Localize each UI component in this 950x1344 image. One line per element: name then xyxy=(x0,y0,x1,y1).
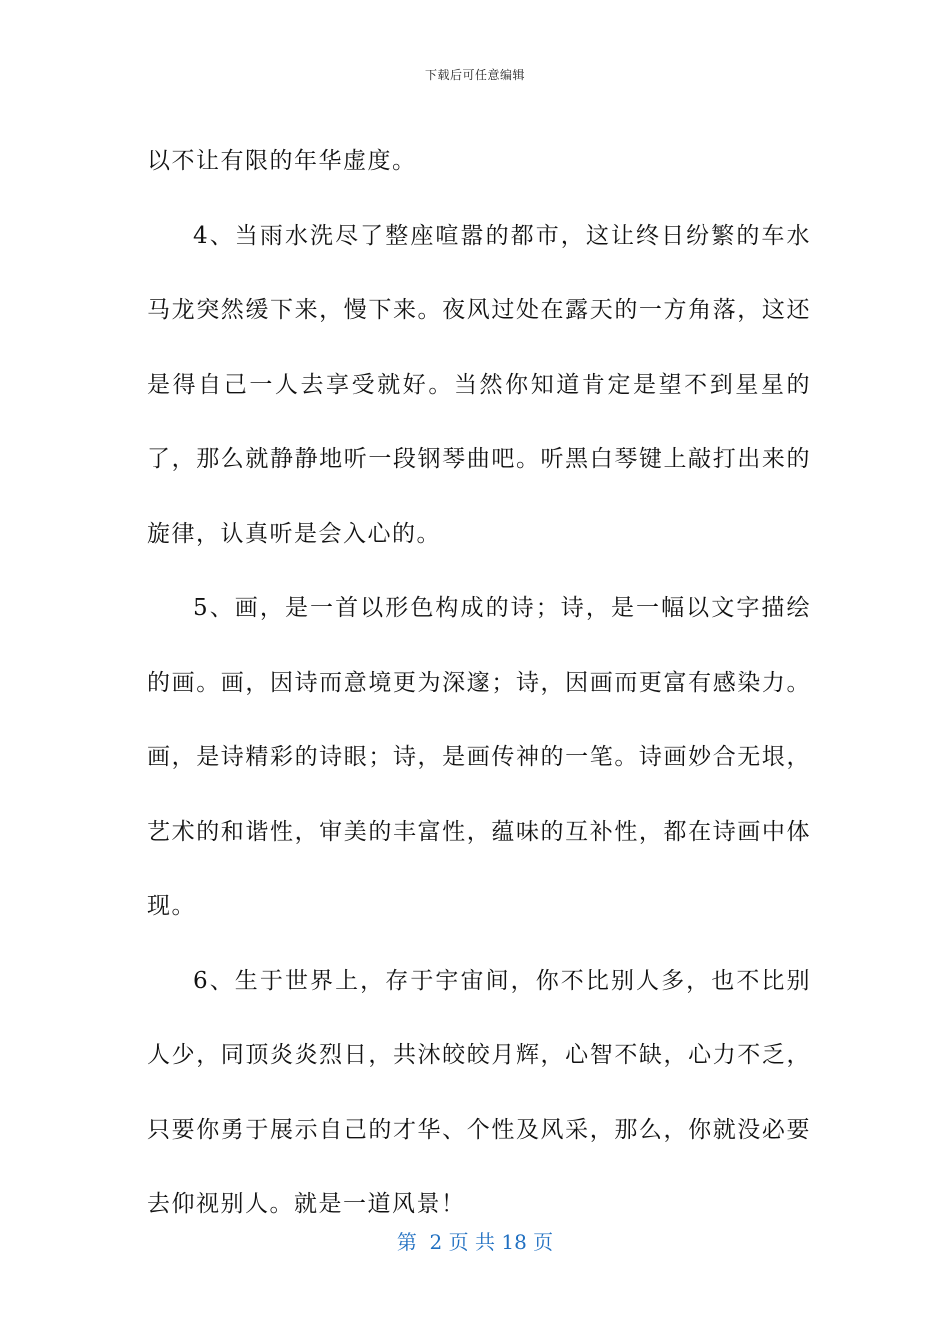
paragraph-continuation: 以不让有限的年华虚度。 xyxy=(147,148,417,174)
paragraph-item-4: 4、当雨水洗尽了整座喧嚣的都市，这让终日纷繁的车水马龙突然缓下来，慢下来。夜风过处在露天的一方角落，这还是得自己一人去享受就好。当然你知道肯定是望不到星星的了，那么就静静地听一段钢琴曲吧。听黑白琴键上敲打出来的旋律，认真听是会入心的。 xyxy=(147,222,811,547)
paragraph-item-5: 5、画，是一首以形色构成的诗；诗，是一幅以文字描绘的画。画，因诗而意境更为深邃；诗，因画而更富有感染力。画，是诗精彩的诗眼；诗，是画传神的一笔。诗画妙合无垠，艺术的和谐性，审美的丰富性，蕴味的互补性，都在诗画中体现。 xyxy=(147,595,811,919)
paragraph-item-6: 6、生于世界上，存于宇宙间，你不比别人多，也不比别人少，同顶炎炎烈日，共沐皎皎月辉，心智不缺，心力不乏，只要你勇于展示自己的才华、个性及风采，那么，你就没必要去仰视别人。就是一道风景！ xyxy=(147,967,811,1217)
page-number-footer: 第 2 页 共 18 页 xyxy=(396,1230,554,1254)
document-body xyxy=(147,124,811,1242)
page-header-note: 下载后可任意编辑 xyxy=(424,68,525,82)
